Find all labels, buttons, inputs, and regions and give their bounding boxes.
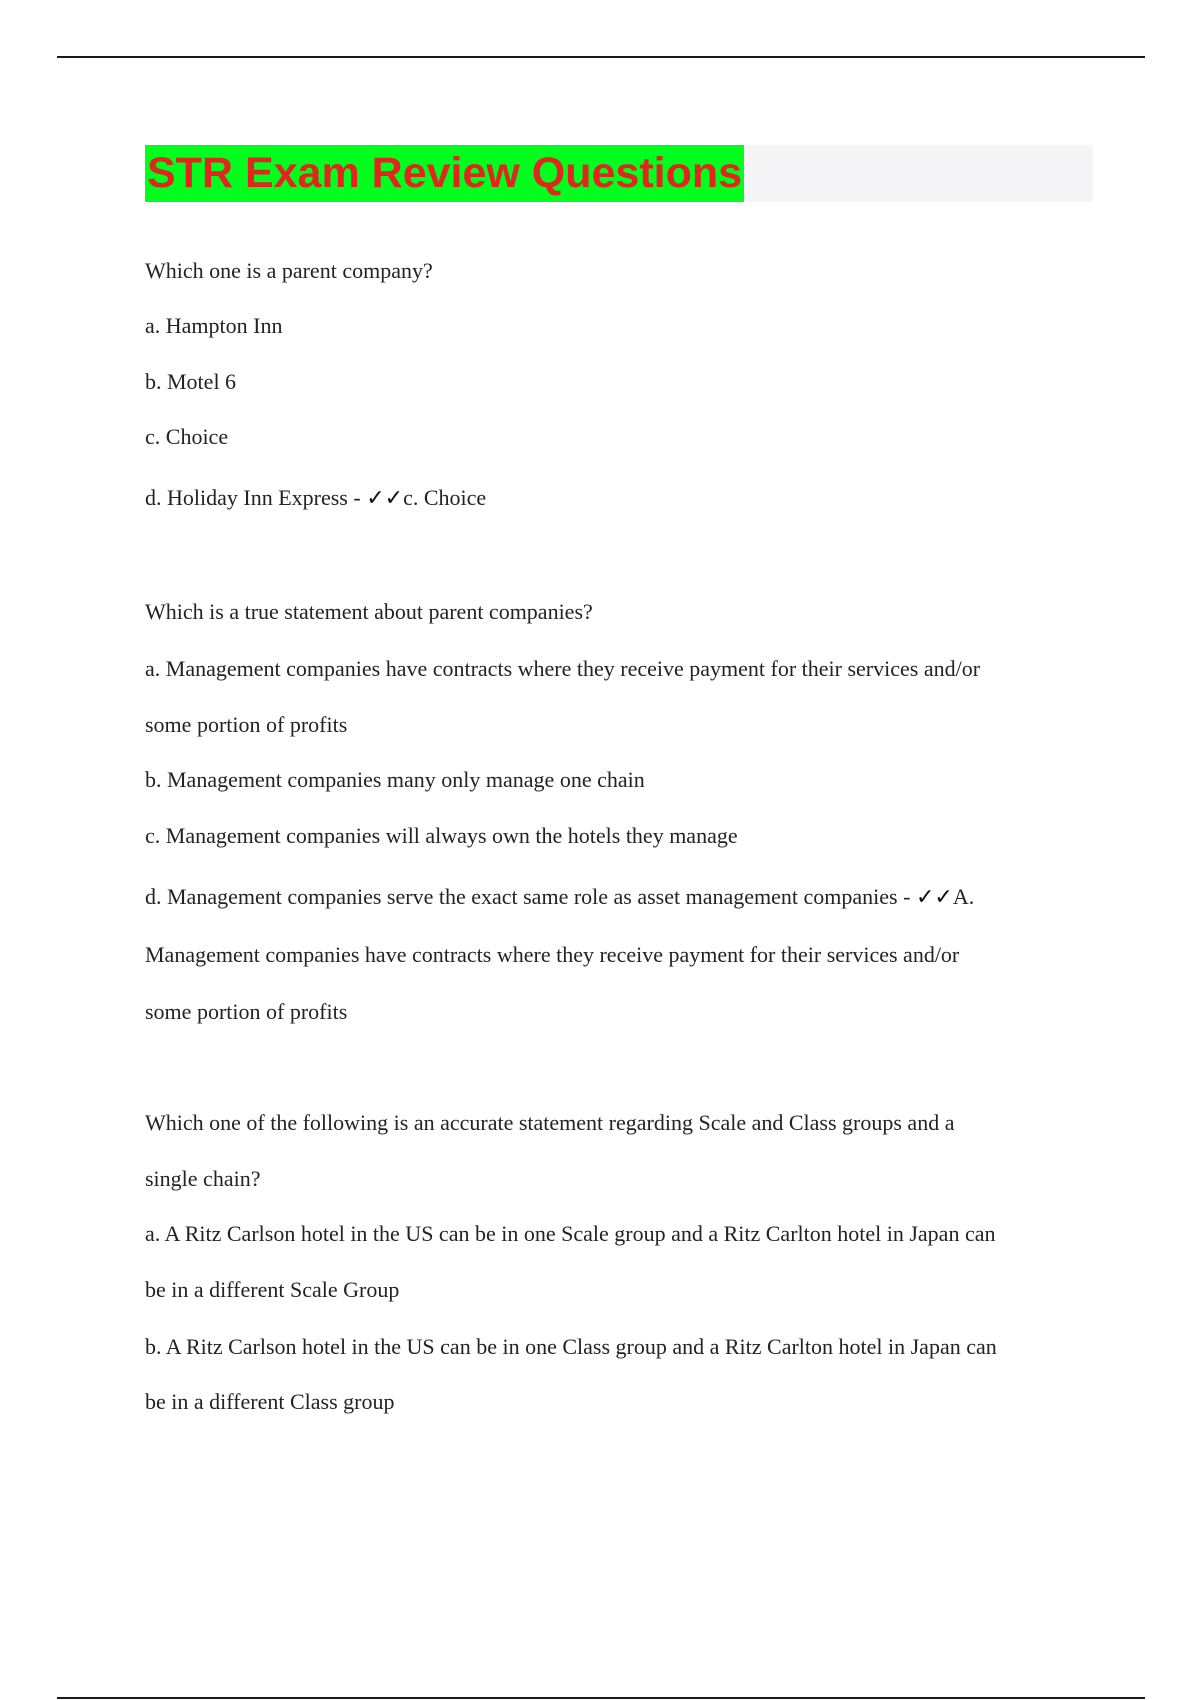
bottom-rule (57, 1697, 1145, 1699)
question-3-option-a: a. A Ritz Carlson hotel in the US can be in one Scale group and a Ritz Carlton hotel in Japan can (145, 1221, 996, 1246)
top-rule (57, 56, 1145, 58)
check-mark-icon: ✓✓ (366, 486, 404, 511)
question-3-prompt: Which one of the following is an accurate statement regarding Scale and Class groups and a (145, 1110, 955, 1135)
question-3-prompt-continued: single chain? (145, 1166, 261, 1191)
question-3-option-b-continued: be in a different Class group (145, 1389, 395, 1414)
question-2-option-d: d. Management companies serve the exact same role as asset management companies - (145, 884, 916, 909)
question-2-answer-continued: Management companies have contracts where they receive payment for their services and/or (145, 942, 960, 967)
question-1-option-c: c. Choice (145, 424, 229, 449)
question-2-answer-continued: some portion of profits (145, 999, 348, 1024)
check-mark-icon: ✓✓ (915, 885, 953, 910)
question-1-prompt: Which one is a parent company? (145, 258, 433, 283)
question-1-option-d-with-answer (145, 483, 486, 514)
question-3-option-b: b. A Ritz Carlson hotel in the US can be in one Class group and a Ritz Carlton hotel in Japan can (145, 1334, 997, 1359)
document-title: STR Exam Review Questions (145, 145, 744, 202)
question-3-option-a-continued: be in a different Scale Group (145, 1277, 400, 1302)
question-1-option-d: d. Holiday Inn Express - (145, 485, 367, 510)
question-1-option-b: b. Motel 6 (145, 369, 237, 394)
question-2-option-d-with-answer (145, 882, 974, 913)
question-2-prompt: Which is a true statement about parent companies? (145, 599, 593, 624)
question-2-option-a: a. Management companies have contracts where they receive payment for their services and/or (145, 656, 981, 681)
question-1-option-a: a. Hampton Inn (145, 313, 283, 338)
question-2-option-b: b. Management companies many only manage one chain (145, 767, 645, 792)
question-2-option-c: c. Management companies will always own the hotels they manage (145, 823, 738, 848)
question-1-answer: c. Choice (403, 485, 487, 510)
question-2-option-a-continued: some portion of profits (145, 712, 348, 737)
question-2-answer: A. (952, 884, 975, 909)
